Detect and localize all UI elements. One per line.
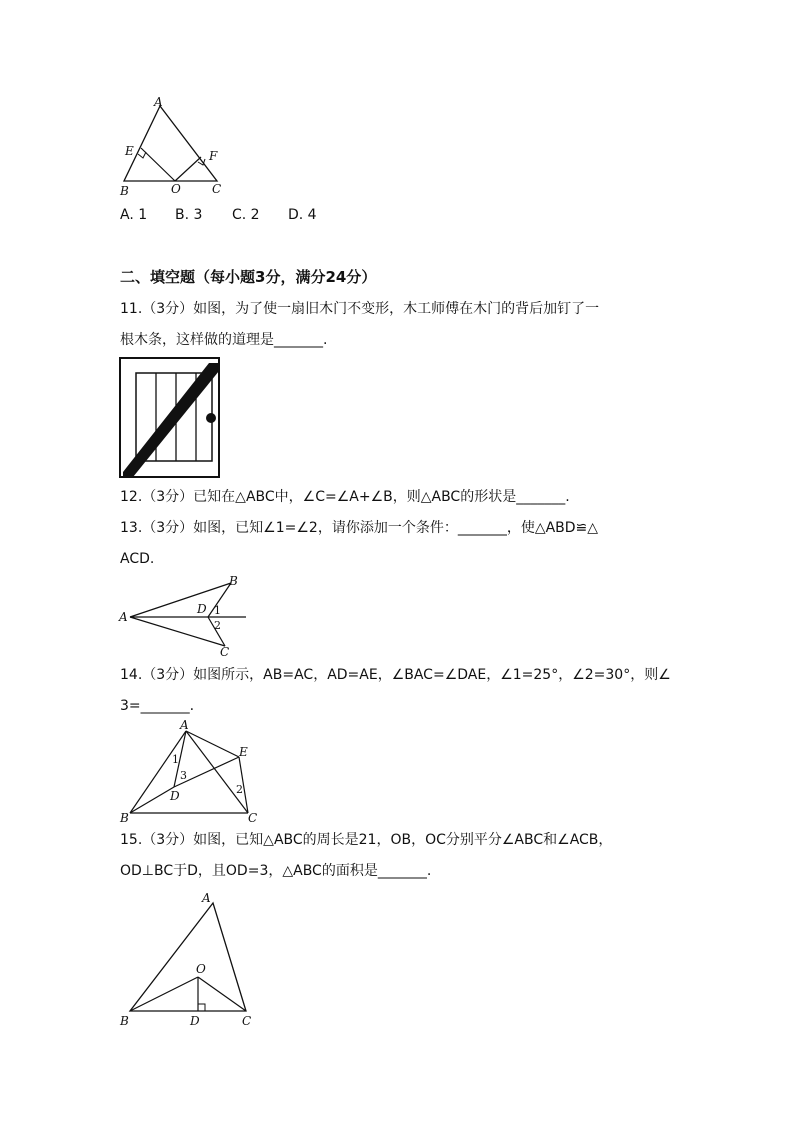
segment-ae	[186, 731, 239, 757]
label-c: C	[242, 1014, 252, 1028]
segment-ob	[130, 977, 198, 1011]
label-e: E	[239, 745, 248, 759]
option-b[interactable]: B. 3	[175, 207, 203, 223]
q13-line1: 13.（3分）如图，已知∠1=∠2，请你添加一个条件：_______，使△ABD≌△	[120, 520, 599, 536]
q14-line2: 3=_______.	[120, 698, 195, 714]
label-b: B	[120, 811, 129, 825]
label-o: O	[196, 962, 206, 976]
segment-bd	[130, 787, 174, 813]
right-angle-mark-e	[138, 152, 146, 158]
option-a[interactable]: A. 1	[120, 207, 148, 223]
label-d: D	[190, 1014, 200, 1028]
segment-oe	[141, 148, 175, 181]
q14-figure	[114, 719, 274, 825]
door-knob	[206, 413, 216, 423]
label-f: F	[209, 149, 218, 163]
label-b: B	[120, 184, 129, 198]
q15-line2: OD⊥BC于D，且OD=3，△ABC的面积是_______.	[120, 863, 432, 879]
segment-of	[175, 157, 201, 181]
segment-ac	[186, 731, 248, 813]
q12-line1: 12.（3分）已知在△ABC中，∠C=∠A+∠B，则△ABC的形状是_______.	[120, 489, 570, 505]
label-c: C	[220, 645, 230, 658]
q14-line1: 14.（3分）如图所示，AB=AC，AD=AE，∠BAC=∠DAE，∠1=25°，∠2=30°，则∠	[120, 667, 671, 683]
label-c: C	[212, 182, 222, 196]
label-a: A	[180, 719, 189, 732]
label-b: B	[120, 1014, 129, 1028]
q15-line1: 15.（3分）如图，已知△ABC的周长是21，OB，OC分别平分∠ABC和∠ACB，	[120, 832, 613, 848]
option-c[interactable]: C. 2	[232, 207, 260, 223]
triangle-abc	[124, 106, 217, 181]
q11-line2: 根木条，这样做的道理是_______.	[120, 332, 328, 348]
label-a: A	[119, 610, 128, 624]
section-title: 二、填空题（每小题3分，满分24分）	[120, 268, 377, 286]
label-c: C	[248, 811, 258, 825]
q11-line1: 11.（3分）如图，为了使一扇旧木门不变形，木工师傅在木门的背后加钉了一	[120, 301, 600, 317]
label-2: 2	[214, 619, 221, 632]
label-b: B	[229, 574, 238, 588]
q13-line2: ACD.	[120, 551, 155, 567]
label-e: E	[125, 144, 134, 158]
label-3: 3	[180, 769, 187, 782]
right-angle-mark-d	[198, 1004, 205, 1011]
q10-triangle-figure	[112, 92, 232, 202]
option-d[interactable]: D. 4	[288, 207, 317, 223]
label-a: A	[154, 95, 163, 109]
label-1: 1	[214, 604, 221, 617]
label-d: D	[197, 602, 207, 616]
q13-figure	[116, 574, 252, 658]
label-2: 2	[236, 783, 243, 796]
label-a: A	[202, 891, 211, 905]
label-d: D	[170, 789, 180, 803]
diagonal-brace	[123, 363, 219, 477]
q15-figure	[114, 889, 264, 1031]
q11-door-figure	[119, 357, 221, 479]
label-o: O	[171, 182, 181, 196]
triangle-abc	[130, 903, 246, 1011]
label-1: 1	[172, 753, 179, 766]
